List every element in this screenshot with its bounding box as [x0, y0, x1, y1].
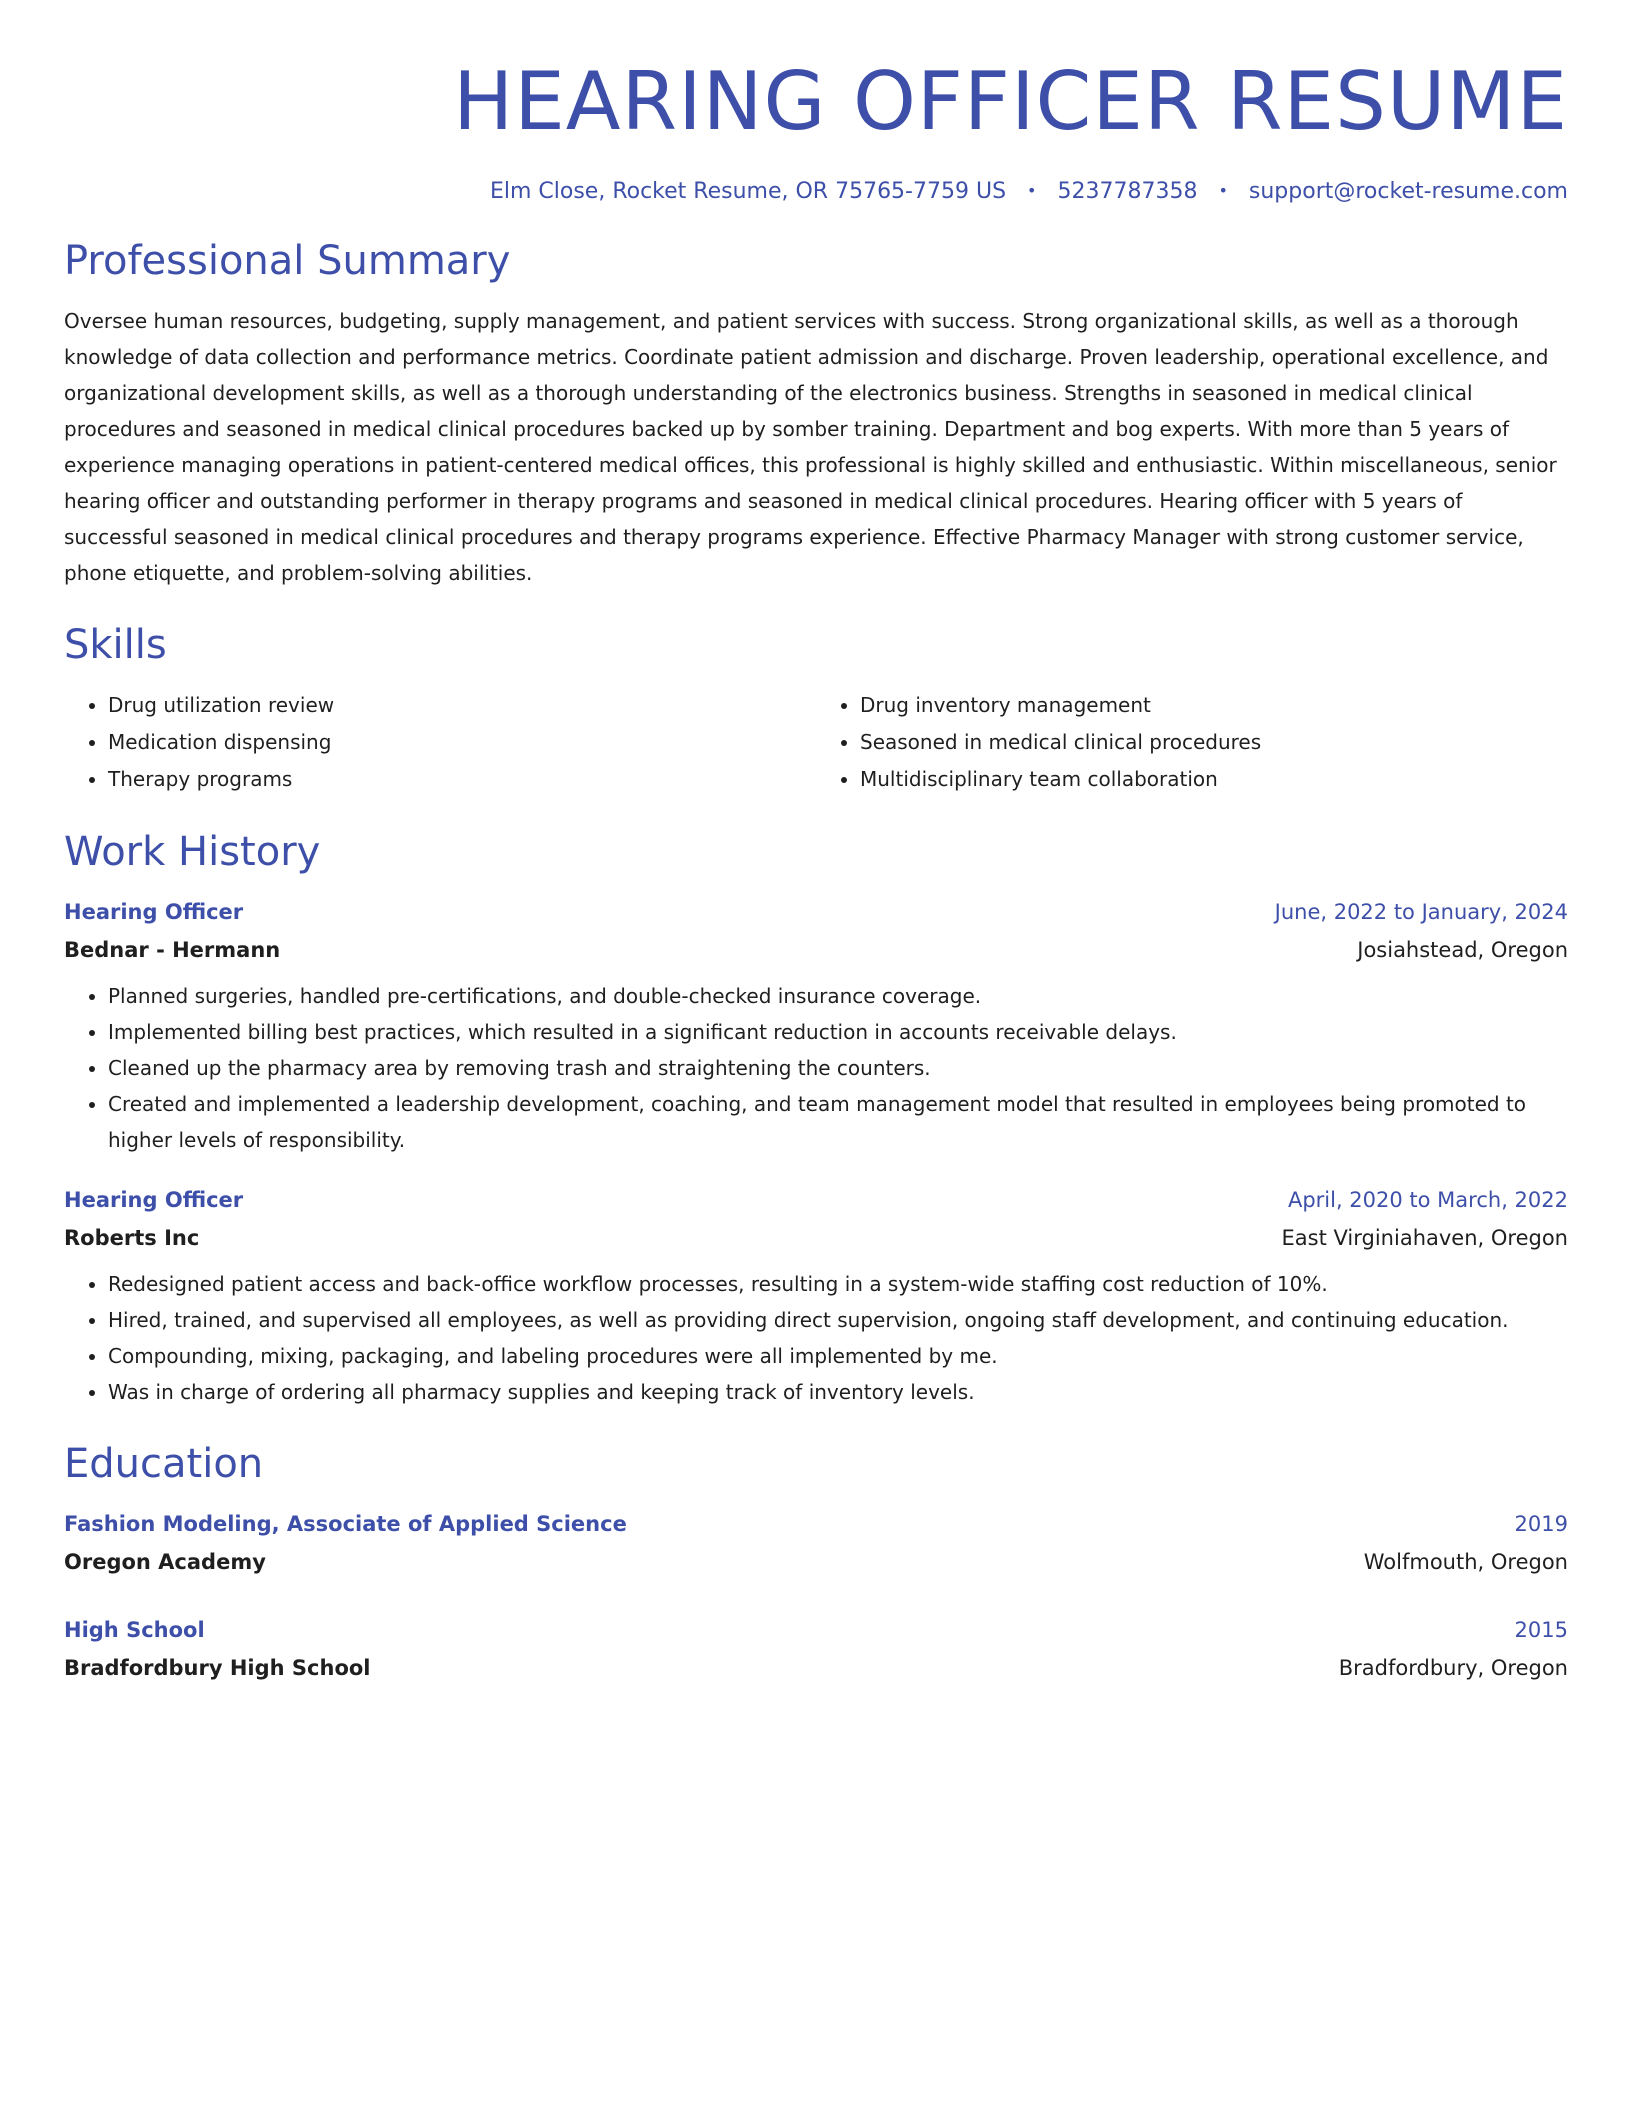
job-location: East Virginiahaven, Oregon — [1281, 1226, 1568, 1250]
job-bullets — [64, 978, 1568, 1158]
skill-item: • Therapy programs — [108, 761, 816, 798]
job-bullet: • Hired, trained, and supervised all employees, as well as providing direct supervision, ongoing staff development, and continuing education. — [108, 1302, 1568, 1338]
education-degree: Fashion Modeling, Associate of Applied Science — [64, 1512, 627, 1536]
job-bullet: • Compounding, mixing, packaging, and labeling procedures were all implemented by me. — [108, 1338, 1568, 1374]
separator-dot: • — [1218, 181, 1228, 200]
job-bullet: • Was in charge of ordering all pharmacy supplies and keeping track of inventory levels. — [108, 1374, 1568, 1410]
education-degree: High School — [64, 1618, 205, 1642]
section-title-education: Education — [64, 1441, 264, 1487]
summary-section — [64, 235, 1568, 591]
job-header-row — [64, 1182, 1568, 1218]
education-header-row — [64, 1612, 1568, 1648]
skill-item: • Medication dispensing — [108, 724, 816, 761]
phone: 5237787358 — [1057, 179, 1198, 204]
job-bullet: • Cleaned up the pharmacy area by removing trash and straightening the counters. — [108, 1050, 1568, 1086]
skills-column-left — [64, 687, 816, 798]
job-header-row — [64, 894, 1568, 930]
job-position: Hearing Officer — [64, 900, 244, 924]
education-location: Bradfordbury, Oregon — [1338, 1656, 1568, 1680]
education-header-row — [64, 1506, 1568, 1542]
education-school-row — [64, 1648, 1568, 1688]
job-bullets — [64, 1266, 1568, 1410]
skill-item: • Drug utilization review — [108, 687, 816, 724]
summary-text: Oversee human resources, budgeting, supply management, and patient services with success. Strong organizational skills, as well as a thorough knowledge of data collection and performance metrics. Coordinate patient admission and discharge. Proven leadership, operational excellence, and organizational development skills, as well as a thorough understanding of the electronics business. Strengths in seasoned in medical clinical procedures and seasoned in medical clinical procedures backed up by somber training. Department and bog experts. With more than 5 years of experience managing operations in patient-centered medical offices, this professional is highly skilled and enthusiastic. Within miscellaneous, senior hearing officer and outstanding performer in therapy programs and seasoned in medical clinical procedures. Hearing officer with 5 years of successful seasoned in medical clinical procedures and therapy programs experience. Effective Pharmacy Manager with strong customer service, phone etiquette, and problem-solving abilities. — [64, 309, 1557, 585]
skill-item: • Seasoned in medical clinical procedures — [860, 724, 1568, 761]
skills-column-right — [816, 687, 1568, 798]
education-section — [64, 1438, 1568, 1688]
education-school: Bradfordbury High School — [64, 1656, 371, 1680]
skill-item: • Multidisciplinary team collaboration — [860, 761, 1568, 798]
section-title-work-history: Work History — [64, 829, 321, 875]
education-school-row — [64, 1542, 1568, 1582]
job-entry — [64, 894, 1568, 1158]
job-bullet: • Redesigned patient access and back-office workflow processes, resulting in a system-wide staffing cost reduction of 10%. — [108, 1266, 1568, 1302]
job-company: Roberts Inc — [64, 1226, 200, 1250]
job-company: Bednar - Hermann — [64, 938, 281, 962]
education-year: 2015 — [1514, 1618, 1568, 1642]
section-title-summary: Professional Summary — [64, 238, 511, 284]
job-location: Josiahstead, Oregon — [1357, 938, 1568, 962]
section-title-skills: Skills — [64, 622, 167, 668]
education-location: Wolfmouth, Oregon — [1363, 1550, 1568, 1574]
job-entry — [64, 1182, 1568, 1410]
job-company-row — [64, 1218, 1568, 1258]
skills-grid — [64, 687, 1568, 798]
job-dates: June, 2022 to January, 2024 — [1274, 900, 1568, 924]
job-bullet: • Implemented billing best practices, which resulted in a significant reduction in accounts receivable delays. — [108, 1014, 1568, 1050]
email-link[interactable]: support@rocket-resume.com — [1248, 179, 1568, 204]
job-company-row — [64, 930, 1568, 970]
job-bullet: • Planned surgeries, handled pre-certifications, and double-checked insurance coverage. — [108, 978, 1568, 1014]
skills-section — [64, 619, 1568, 798]
work-history-section — [64, 826, 1568, 1410]
education-school: Oregon Academy — [64, 1550, 266, 1574]
job-position: Hearing Officer — [64, 1188, 244, 1212]
address: Elm Close, Rocket Resume, OR 75765-7759 US — [489, 179, 1007, 204]
resume-header — [64, 52, 1568, 207]
separator-dot: • — [1027, 181, 1037, 200]
education-year: 2019 — [1514, 1512, 1568, 1536]
contact-line — [64, 176, 1568, 207]
job-bullet: • Created and implemented a leadership development, coaching, and team management model that resulted in employees being promoted to higher levels of responsibility. — [108, 1086, 1568, 1158]
education-entry — [64, 1612, 1568, 1688]
resume-title: HEARING OFFICER RESUME — [453, 55, 1568, 148]
skill-item: • Drug inventory management — [860, 687, 1568, 724]
job-dates: April, 2020 to March, 2022 — [1287, 1188, 1568, 1212]
education-entry — [64, 1506, 1568, 1582]
